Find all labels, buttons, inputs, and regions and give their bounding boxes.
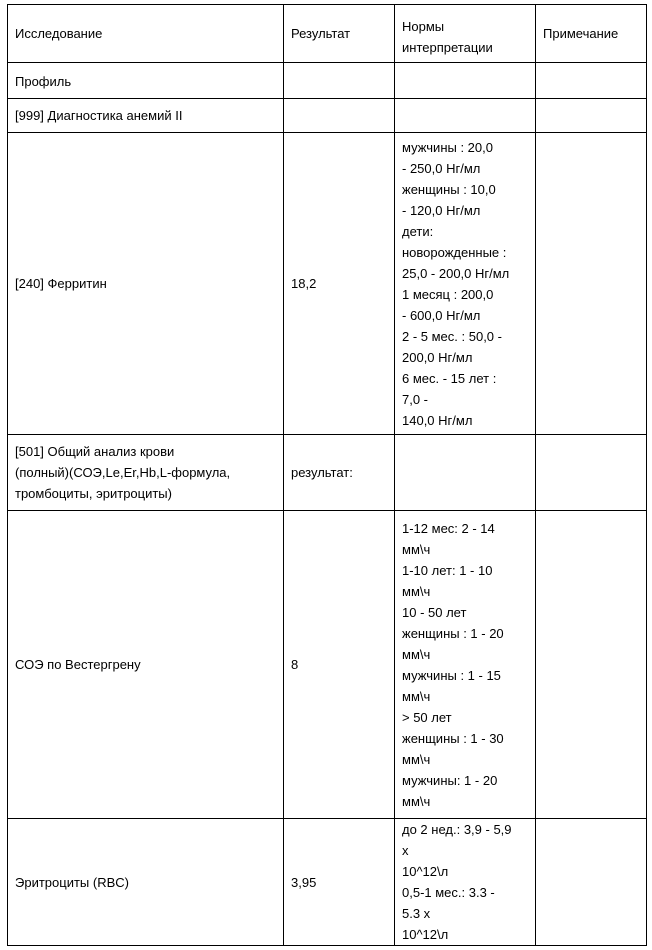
- test-cell: [8, 435, 284, 511]
- result-cell: [284, 511, 395, 819]
- test-name: Профиль: [15, 73, 72, 89]
- header-note-label: Примечание: [543, 26, 619, 41]
- norm-line: дети:: [402, 223, 434, 239]
- norms-cell: [395, 133, 536, 435]
- norm-line: мужчины: 1 - 20: [402, 772, 498, 788]
- header-norms-line: Нормы: [402, 18, 445, 34]
- norm-line: - 600,0 Нг/мл: [402, 307, 481, 323]
- result-value: результат:: [291, 465, 353, 480]
- result-value: 8: [291, 657, 299, 672]
- norm-line: женщины : 1 - 20: [402, 625, 504, 641]
- norm-line: 200,0 Нг/мл: [402, 349, 473, 365]
- note-cell: [536, 99, 647, 133]
- test-name-line: тромбоциты, эритроциты): [15, 486, 172, 501]
- norm-line: 0,5-1 мес.: 3.3 -: [402, 885, 495, 900]
- norm-line: женщины : 10,0: [402, 181, 496, 197]
- note-cell: [536, 511, 647, 819]
- norm-line: мм\ч: [402, 646, 431, 662]
- norm-line: 1-10 лет: 1 - 10: [402, 562, 493, 578]
- header-result-label: Результат: [291, 26, 351, 41]
- test-cell: [8, 133, 284, 435]
- result-cell: [284, 63, 395, 99]
- norm-line: мм\ч: [402, 793, 431, 809]
- norms-cell: [395, 819, 536, 946]
- header-test-label: Исследование: [15, 26, 103, 41]
- norm-line: 1 месяц : 200,0: [402, 286, 494, 302]
- test-cell: [8, 63, 284, 99]
- table-row: [8, 133, 647, 435]
- norm-line: новорожденные :: [402, 244, 507, 260]
- result-cell: [284, 99, 395, 133]
- norm-line: мм\ч: [402, 688, 431, 704]
- norms-cell: [395, 99, 536, 133]
- norms-cell: [395, 63, 536, 99]
- header-norms-line: интерпретации: [402, 39, 493, 55]
- norm-line: до 2 нед.: 3,9 - 5,9: [402, 822, 512, 837]
- header-result: [284, 5, 395, 63]
- header-test: [8, 5, 284, 63]
- test-name: СОЭ по Вестергрену: [15, 657, 141, 672]
- header-row: [8, 5, 647, 63]
- norm-line: > 50 лет: [402, 709, 452, 725]
- test-cell: [8, 511, 284, 819]
- table-row: [8, 819, 647, 946]
- norm-line: - 120,0 Нг/мл: [402, 202, 481, 218]
- norm-line: мм\ч: [402, 583, 431, 599]
- norm-line: 25,0 - 200,0 Нг/мл: [402, 265, 510, 281]
- norm-line: мужчины : 1 - 15: [402, 667, 501, 683]
- norm-line: мм\ч: [402, 751, 431, 767]
- note-cell: [536, 133, 647, 435]
- norms-cell: [395, 511, 536, 819]
- norm-line: 10^12\л: [402, 927, 449, 942]
- result-cell: [284, 133, 395, 435]
- norm-line: - 250,0 Нг/мл: [402, 160, 481, 176]
- test-name: [240] Ферритин: [15, 276, 107, 291]
- lab-results-table: [7, 4, 647, 946]
- note-cell: [536, 819, 647, 946]
- norm-line: 10 - 50 лет: [402, 604, 467, 620]
- table-row: [8, 511, 647, 819]
- norm-line: 6 мес. - 15 лет :: [402, 370, 497, 386]
- test-cell: [8, 819, 284, 946]
- note-cell: [536, 435, 647, 511]
- test-name-line: [501] Общий анализ крови: [15, 444, 175, 459]
- norms-cell: [395, 435, 536, 511]
- norm-line: мм\ч: [402, 541, 431, 557]
- table-row: [8, 99, 647, 133]
- result-cell: [284, 819, 395, 946]
- norm-line: 2 - 5 мес. : 50,0 -: [402, 328, 502, 344]
- result-cell: [284, 435, 395, 511]
- norm-line: 7,0 -: [402, 391, 429, 407]
- norm-line: 1-12 мес: 2 - 14: [402, 520, 495, 536]
- test-name: [999] Диагностика анемий II: [15, 108, 183, 123]
- norm-line: 10^12\л: [402, 864, 449, 879]
- table-row: [8, 63, 647, 99]
- result-value: 3,95: [291, 874, 317, 890]
- header-note: [536, 5, 647, 63]
- norm-line: мужчины : 20,0: [402, 139, 493, 155]
- test-name-line: (полный)(СОЭ,Le,Er,Hb,L-формула,: [15, 465, 231, 480]
- norm-line: женщины : 1 - 30: [402, 730, 504, 746]
- note-cell: [536, 63, 647, 99]
- table-row: [8, 435, 647, 511]
- norm-line: 5.3 x: [402, 906, 431, 921]
- header-norms: [395, 5, 536, 63]
- test-name: Эритроциты (RBC): [15, 874, 129, 890]
- norm-line: 140,0 Нг/мл: [402, 412, 473, 428]
- result-value: 18,2: [291, 276, 317, 291]
- norm-line: x: [402, 843, 409, 858]
- test-cell: [8, 99, 284, 133]
